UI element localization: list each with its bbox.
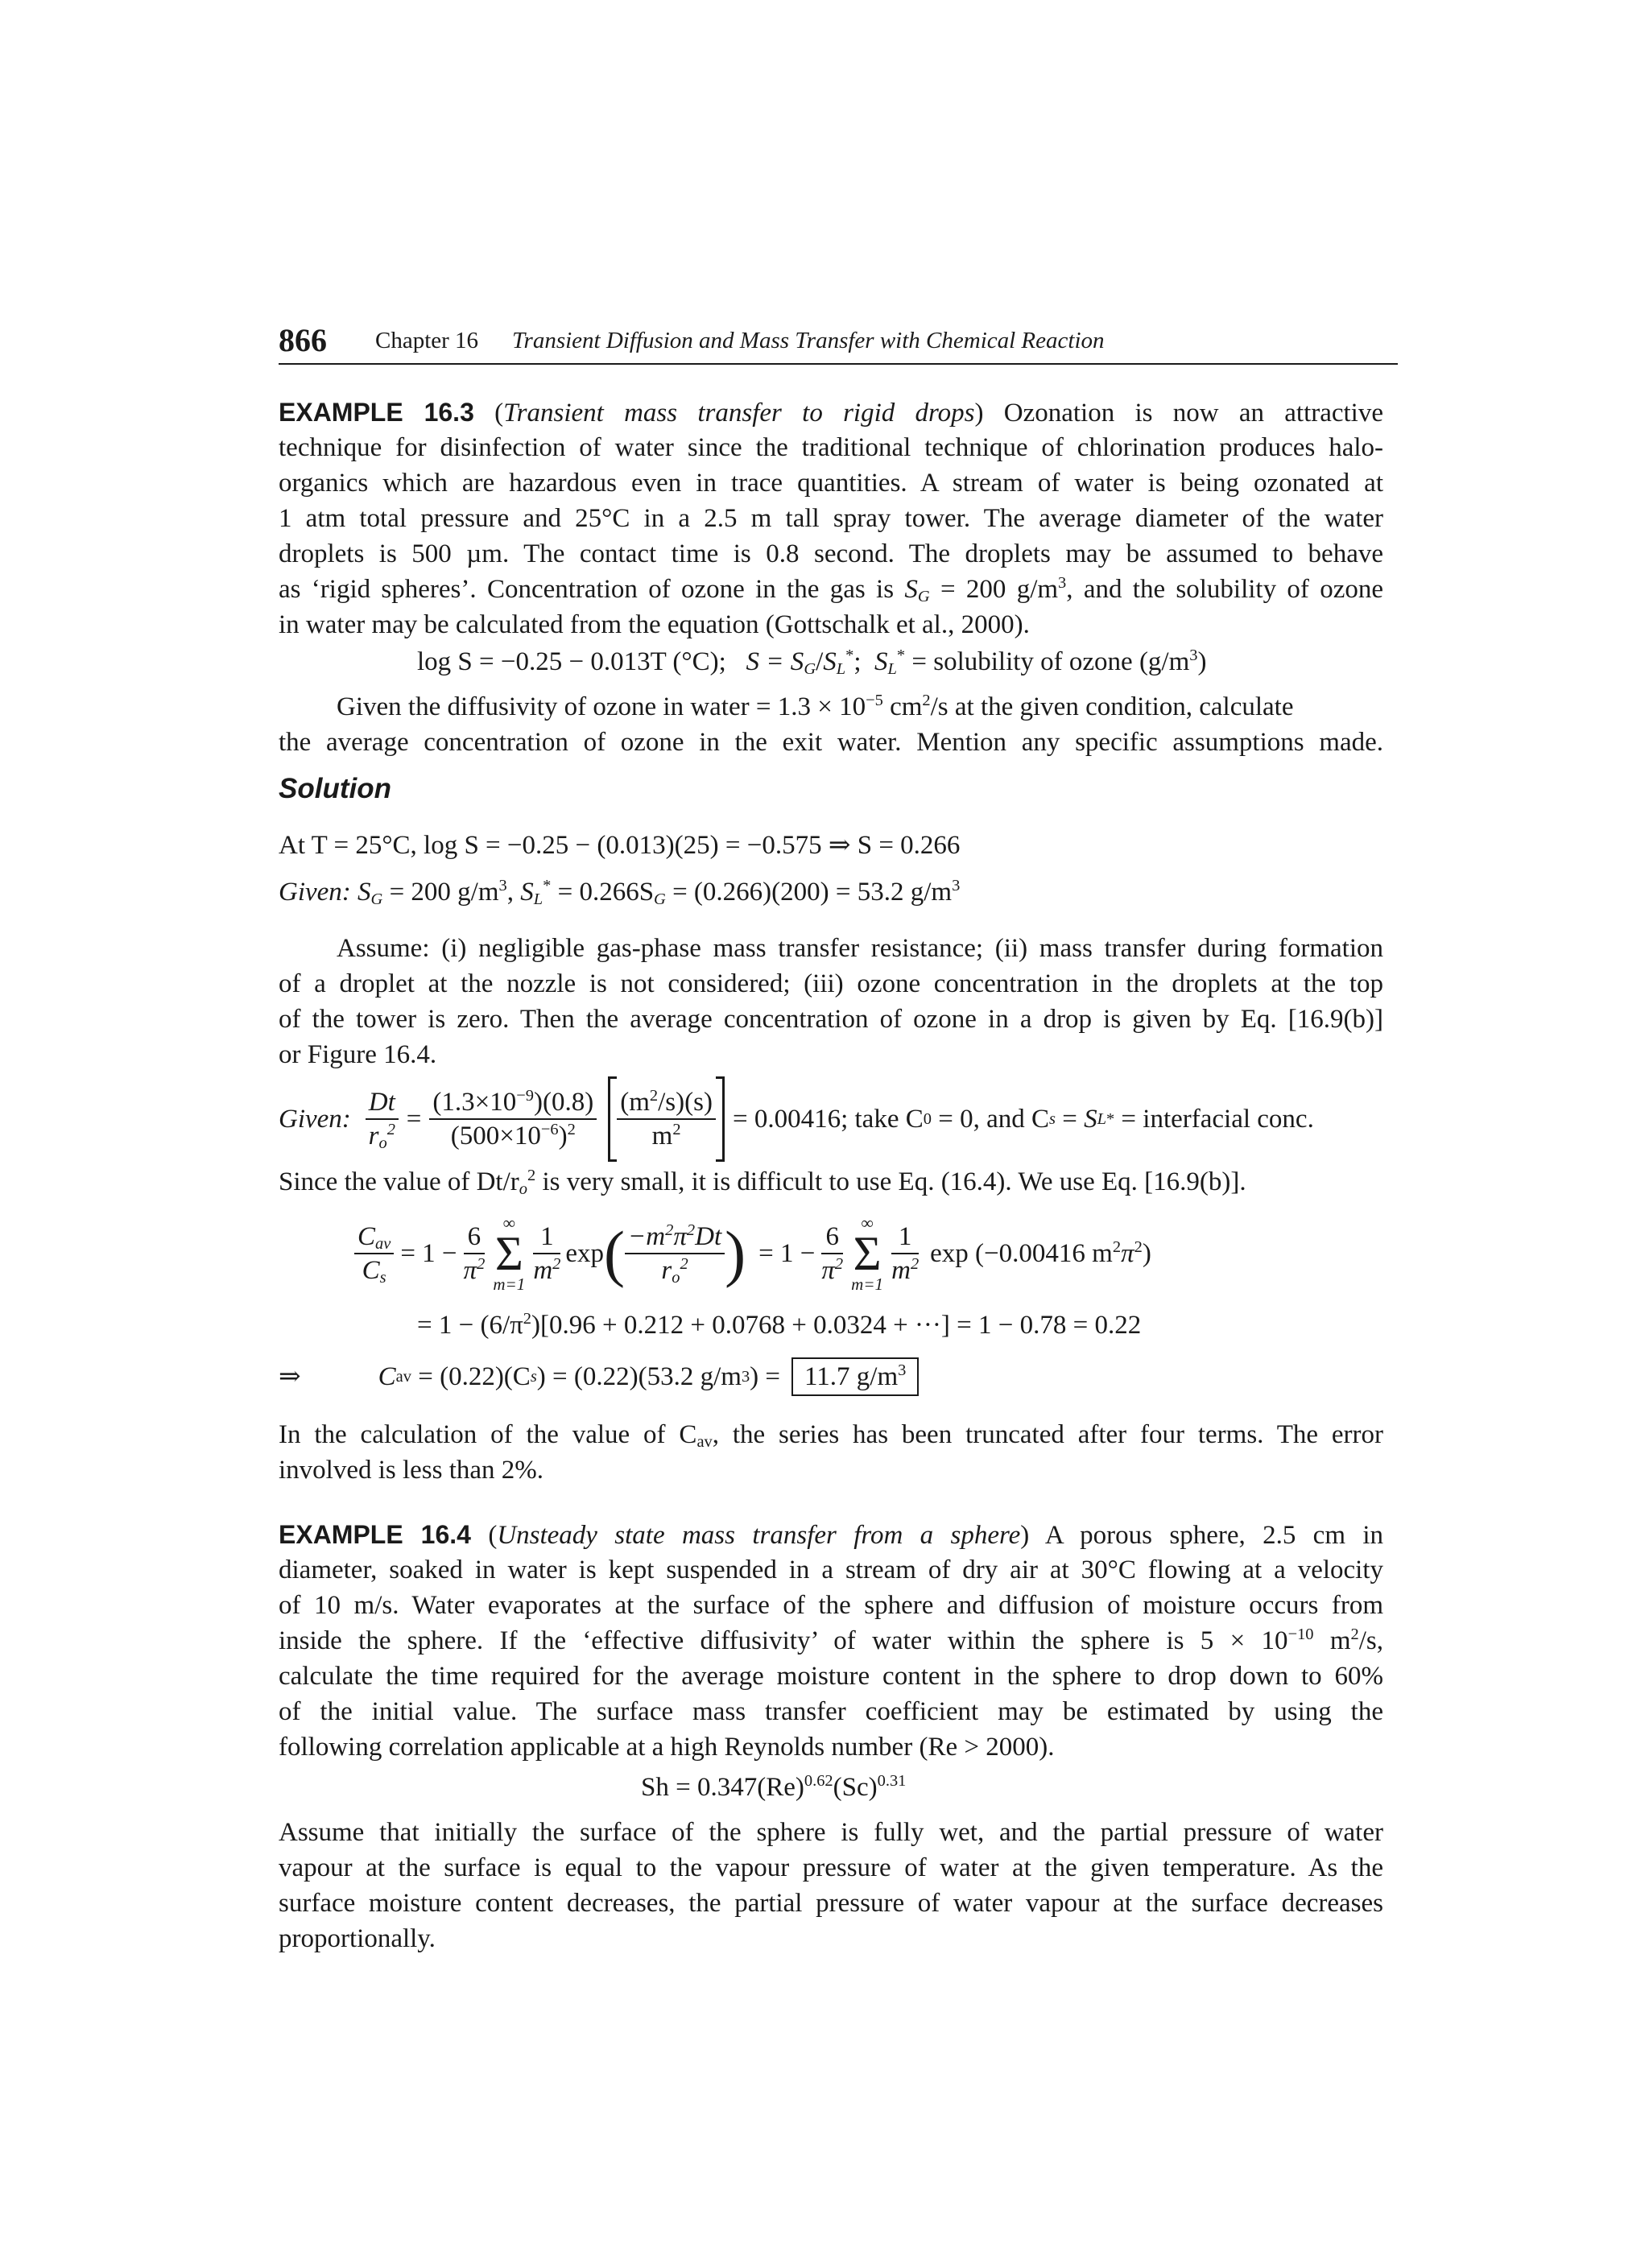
- ex3-subtitle: Transient mass transfer to rigid drops: [503, 399, 975, 428]
- given-dt-equation: Given: $\frac{Dt}{r_o^2}$ = $\frac{(1.3\times 10^{-9})(0.8)}{(500\times 10^{-6})^2}$ $\frac{(m^2/s)(s)}{m^2}$ = 0.00416; take C 0 = 0, and C s = S L * = interfacial conc.: [279, 1071, 1314, 1167]
- ex4-line-1: EXAMPLE 16.4 (Unsteady state mass transfer from a sphere) A porous sphere, 2.5 cm in: [279, 1520, 1384, 1550]
- solution-heading: Solution: [279, 773, 391, 804]
- ex3-line-2: technique for disinfection of water since the traditional technique of chlorination produces halo-: [279, 433, 1383, 462]
- ex3-line-6: as ‘rigid spheres’. Concentration of ozone in the gas is $S_G = 200$ $g/m^3$, and the solubility of ozone: [279, 574, 1384, 606]
- result-box: 11.7 $g/m^3$: [791, 1357, 919, 1396]
- ex3-line-1: EXAMPLE 16.3 (Transient mass transfer to rigid drops) Ozonation is now an attractive: [279, 398, 1383, 428]
- ex4-final-4: proportionally.: [279, 1924, 436, 1953]
- assume-line-4: or Figure 16.4.: [279, 1040, 437, 1069]
- ex3-given-1: Given the diffusivity of ozone in water = $1.3 \times 10^{-5}$ $cm^2/s$ at the given condition, calculate: [337, 692, 1294, 721]
- assume-line-3: of the tower is zero. Then the average concentration of ozone in a drop is given by Eq. [16.9(b)]: [279, 1005, 1383, 1034]
- chapter-label: Chapter 16: [375, 328, 479, 353]
- closing-line-2: involved is less than 2%.: [279, 1456, 544, 1485]
- ex4-line-5: calculate the time required for the average moisture content in the sphere to drop down to 60%: [279, 1662, 1383, 1691]
- solution-line-at: At T = 25°C, log S = −0.25 − (0.013)(25) = −0.575 ⇒ S = 0.266: [279, 831, 961, 860]
- ex3-given-2: the average concentration of ozone in the exit water. Mention any specific assumptions made.: [279, 728, 1383, 757]
- ex3-line-5: droplets is 500 µm. The contact time is 0.8 second. The droplets may be assumed to behave: [279, 539, 1383, 568]
- ex4-line-4: inside the sphere. If the ‘effective diffusivity’ of water within the sphere is $5 \times 10^{-10}$ $m^2/s$,: [279, 1626, 1384, 1655]
- ex4-line-3: of 10 m/s. Water evaporates at the surface of the sphere and diffusion of moisture occurs from: [279, 1591, 1383, 1620]
- ex4-subtitle: Unsteady state mass transfer from a sphere: [497, 1521, 1021, 1550]
- ex4-final-2: vapour at the surface is equal to the vapour pressure of water at the given temperature. As the: [279, 1853, 1383, 1882]
- ex4-label: EXAMPLE 16.4: [279, 1520, 471, 1549]
- ex4-final-3: surface moisture content decreases, the partial pressure of water vapour at the surface decreases: [279, 1889, 1383, 1918]
- chapter-title: Transient Diffusion and Mass Transfer with Chemical Reaction: [512, 328, 1105, 353]
- ex4-final-1: Assume that initially the surface of the sphere is fully wet, and the partial pressure of water: [279, 1818, 1383, 1847]
- ex3-line-7: in water may be calculated from the equation (Gottschalk et al., 2000).: [279, 610, 1030, 639]
- ex4-line-2: diameter, soaked in water is kept suspended in a stream of dry air at 30°C flowing at a velocity: [279, 1555, 1383, 1584]
- since-line: Since the value of $Dt/r_o^2$ is very small, it is difficult to use Eq. (16.4). We use Eq. [16.9(b)].: [279, 1167, 1246, 1199]
- ex4-line-7: following correlation applicable at a high Reynolds number (Re > 2000).: [279, 1733, 1055, 1762]
- page-header: [279, 318, 1398, 365]
- assume-line-2: of a droplet at the nozzle is not considered; (iii) ozone concentration in the droplets at the top: [279, 969, 1383, 998]
- cav-result-line: ⇒ C av = (0.22)(C s ) = (0.22)(53.2 g/m 3 ) = 11.7 $g/m^3$: [279, 1357, 919, 1396]
- assume-line-1: Assume: (i) negligible gas-phase mass transfer resistance; (ii) mass transfer during formation: [337, 934, 1383, 963]
- solution-given-sg: Given: $S_G = 200$ $g/m^3$, $S_L^* = 0.266S_G = (0.266)(200) = 53.2$ $g/m^3$: [279, 877, 961, 909]
- ex3-label: EXAMPLE 16.3: [279, 398, 474, 427]
- ex4-line-6: of the initial value. The surface mass transfer coefficient may be estimated by using the: [279, 1697, 1383, 1726]
- ex3-line-3: organics which are hazardous even in trace quantities. A stream of water is being ozonated at: [279, 469, 1383, 498]
- series-equation: $\frac{C_{av}}{C_s}$ = 1 − $\frac{6}{\pi^2}$ ∞ Σ m=1 $\frac{1}{m^2}$ exp ( $\frac{-m^2\pi^2Dt}{r_o^2}$ ) = 1 − $\frac{6}{\pi^2}$ ∞ Σ m=1 $\frac{1}{m^2}$ exp (−0.00416 $m^2\pi^2$): [354, 1201, 1151, 1306]
- ex3-equation: log S = −0.25 − 0.013T (°C); $S = S_G/S_L^*$; $S_L^*$ = solubility of ozone $(g/m^3)$: [417, 647, 1207, 679]
- page-number: 866: [279, 322, 327, 358]
- ex3-line-4: 1 atm total pressure and 25°C in a 2.5 m tall spray tower. The average diameter of the water: [279, 504, 1383, 533]
- series-sum-line: = $1 - (6/\pi^2)[0.96 + 0.212 + 0.0768 + 0.0324$ + ···] = 1 − 0.78 = 0.22: [417, 1310, 1142, 1340]
- sh-equation: $Sh = 0.347(Re)^{0.62}(Sc)^{0.31}$: [641, 1772, 907, 1802]
- closing-line-1: In the calculation of the value of $C_{av}$, the series has been truncated after four terms. The error: [279, 1420, 1383, 1452]
